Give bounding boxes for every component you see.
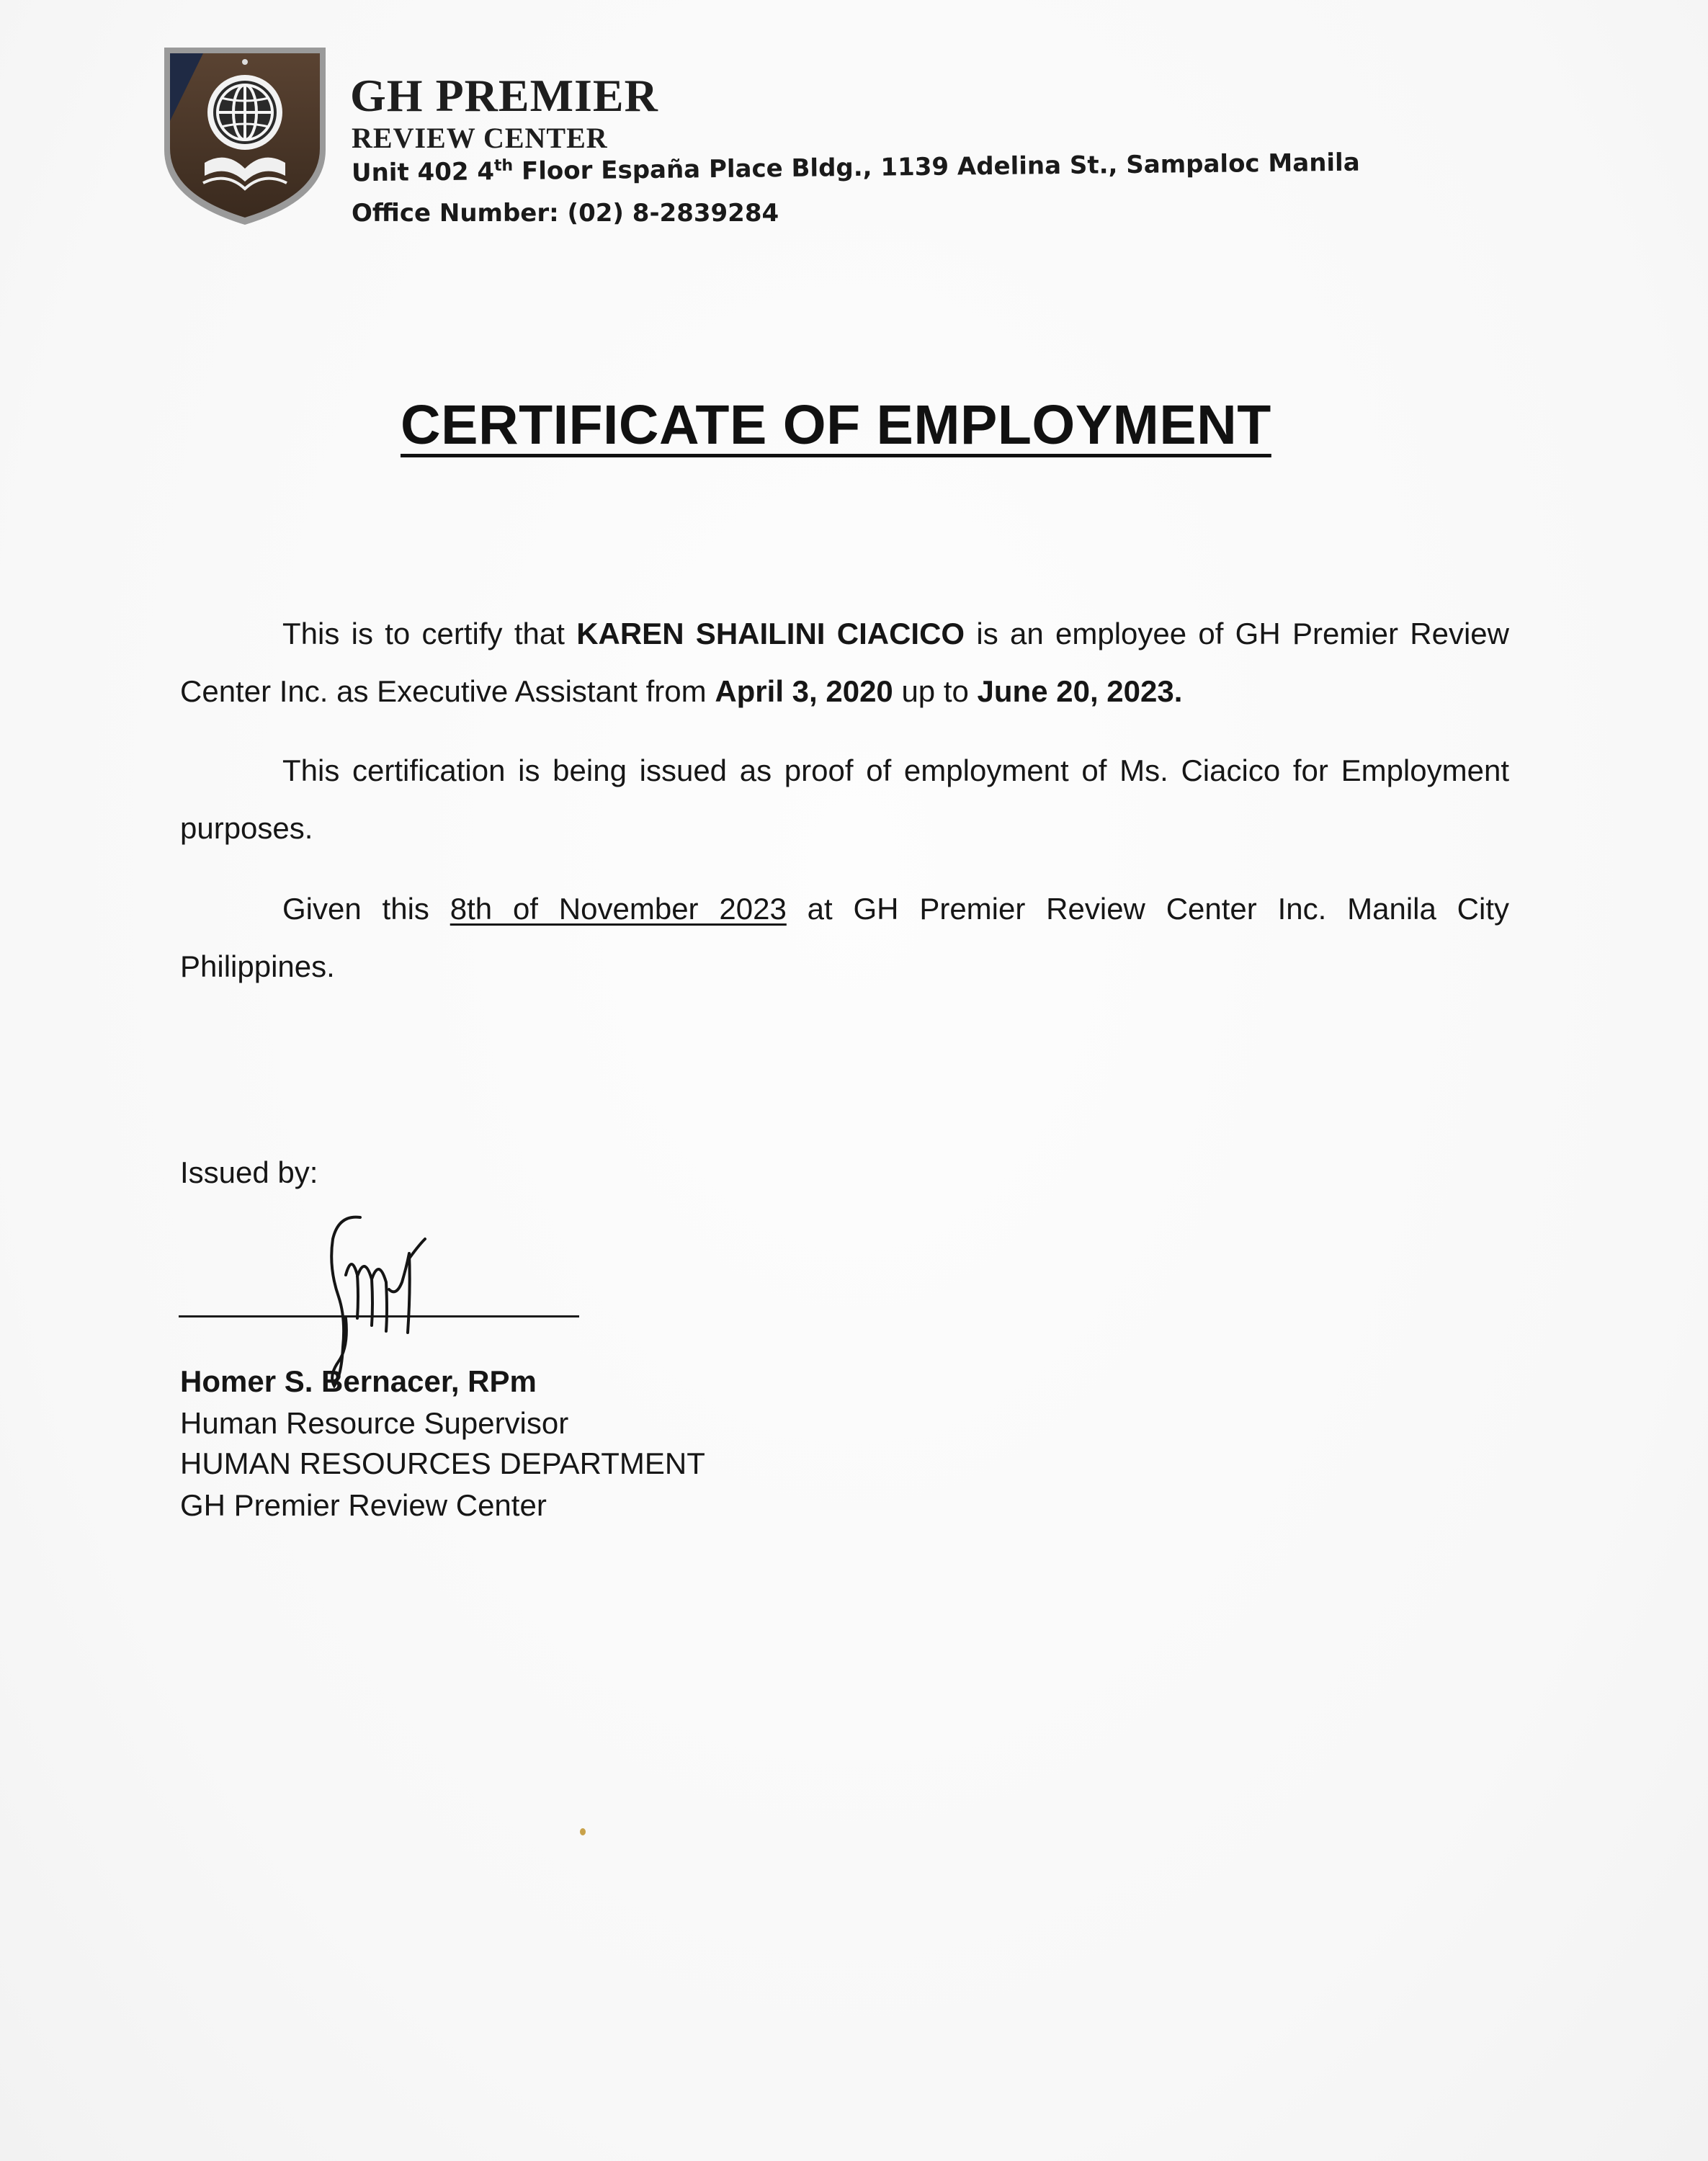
start-date: April 3, 2020 [715, 674, 893, 708]
handwritten-signature [317, 1210, 490, 1390]
signer-name: Homer S. Bernacer, RPm [180, 1364, 537, 1398]
address-superscript: th [493, 156, 514, 175]
org-subtitle: REVIEW CENTER [352, 122, 608, 154]
address-prefix: Unit 402 4 [351, 157, 495, 188]
office-phone: Office Number: (02) 8-2839284 [352, 199, 779, 228]
para3-rest: at GH Premier Review Center Inc. Manila City Philippines. [180, 892, 1510, 983]
issue-date: 8th of November 2023 [450, 892, 787, 926]
signer-organization: GH Premier Review Center [180, 1488, 547, 1522]
issued-by-label: Issued by: [180, 1155, 318, 1189]
signer-department: HUMAN RESOURCES DEPARTMENT [180, 1446, 705, 1480]
certification-paragraph [180, 605, 1509, 720]
para1-mid: is an employee of GH Premier Review Center Inc. as Executive Assistant from [180, 617, 1509, 708]
para3-lead: Given this [282, 892, 450, 926]
paper-speck [580, 1828, 586, 1835]
document-title: CERTIFICATE OF EMPLOYMENT [401, 394, 1271, 456]
purpose-paragraph [180, 742, 1509, 857]
purpose-text: This certification is being issued as proof of employment of Ms. Ciacico for Employment purposes. [180, 753, 1509, 845]
org-name: GH PREMIER [350, 70, 658, 121]
end-date: June 20, 2023. [977, 674, 1183, 708]
address-suffix: Floor España Place Bldg., 1139 Adelina St., Sampaloc Manila [512, 148, 1360, 186]
para1-lead: This is to certify that [282, 617, 577, 650]
para1-connector: up to [893, 674, 978, 708]
employee-name: KAREN SHAILINI CIACICO [576, 617, 965, 650]
issuance-paragraph [180, 880, 1509, 996]
signer-title: Human Resource Supervisor [180, 1406, 569, 1440]
shield-logo-icon [160, 42, 330, 229]
